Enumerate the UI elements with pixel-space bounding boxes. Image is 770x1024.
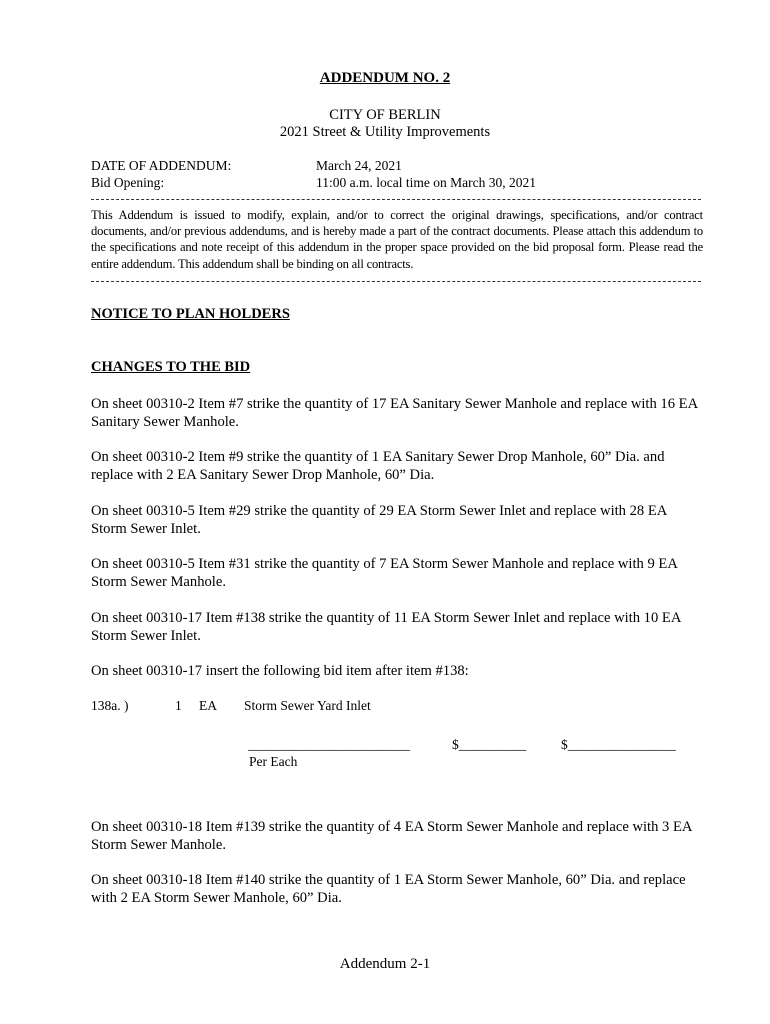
bid-item-quantity: 1 — [175, 698, 182, 713]
dashed-divider-bottom — [91, 281, 701, 282]
project-name: 2021 Street & Utility Improvements — [279, 124, 491, 140]
bid-price-line: ________________________ — [248, 737, 410, 752]
bid-item-description: Storm Sewer Yard Inlet — [244, 698, 371, 713]
bid-item-unit: EA — [199, 698, 217, 713]
intro-paragraph: This Addendum is issued to modify, explain, and/or to correct the original drawings, specifications, and/or contract documents, and/or previous addendums, and is hereby made a part of the contract documents. Please attach this addendum to the specifications and note receipt of this addendum in the proper space provided on the bid proposal form. Please read the entire addendum. This addendum shall be binding on all contracts. — [91, 208, 703, 271]
change-item-4: On sheet 00310-5 Item #31 strike the quantity of 7 EA Storm Sewer Manhole and replace with 9 EA Storm Sewer Manhole. — [91, 556, 678, 590]
change-item-2: On sheet 00310-2 Item #9 strike the quantity of 1 EA Sanitary Sewer Drop Manhole, 60” Dia. and replace with 2 EA Sanitary Sewer Drop Manhole, 60” Dia. — [91, 449, 665, 483]
change-item-7: On sheet 00310-18 Item #139 strike the quantity of 4 EA Storm Sewer Manhole and replace with 3 EA Storm Sewer Manhole. — [91, 819, 692, 853]
total-price-blank: $________________ — [561, 737, 676, 752]
bid-opening-label: Bid Opening: — [91, 175, 165, 190]
unit-price-blank: $__________ — [452, 737, 527, 752]
date-value: March 24, 2021 — [316, 158, 402, 173]
change-item-5: On sheet 00310-17 Item #138 strike the quantity of 11 EA Storm Sewer Inlet and replace with 10 EA Storm Sewer Inlet. — [91, 610, 681, 644]
document-title: ADDENDUM NO. 2 — [319, 70, 451, 86]
date-label: DATE OF ADDENDUM: — [91, 158, 232, 173]
notice-heading: NOTICE TO PLAN HOLDERS — [91, 306, 290, 322]
change-item-6: On sheet 00310-17 insert the following bid item after item #138: — [91, 663, 469, 679]
change-item-1: On sheet 00310-2 Item #7 strike the quantity of 17 EA Sanitary Sewer Manhole and replace with 16 EA Sanitary Sewer Manhole. — [91, 396, 698, 430]
bid-opening-value: 11:00 a.m. local time on March 30, 2021 — [316, 175, 536, 190]
changes-heading: CHANGES TO THE BID — [91, 359, 251, 375]
change-item-8: On sheet 00310-18 Item #140 strike the quantity of 1 EA Storm Sewer Manhole, 60” Dia. and replace with 2 EA Storm Sewer Manhole, 60” Dia. — [91, 872, 686, 906]
change-item-3: On sheet 00310-5 Item #29 strike the quantity of 29 EA Storm Sewer Inlet and replace with 28 EA Storm Sewer Inlet. — [91, 503, 667, 537]
dashed-divider-top — [91, 199, 701, 200]
city-name: CITY OF BERLIN — [329, 107, 441, 123]
per-each-label: Per Each — [249, 754, 298, 769]
page-footer: Addendum 2-1 — [339, 956, 431, 972]
bid-item-number: 138a. ) — [91, 698, 129, 713]
